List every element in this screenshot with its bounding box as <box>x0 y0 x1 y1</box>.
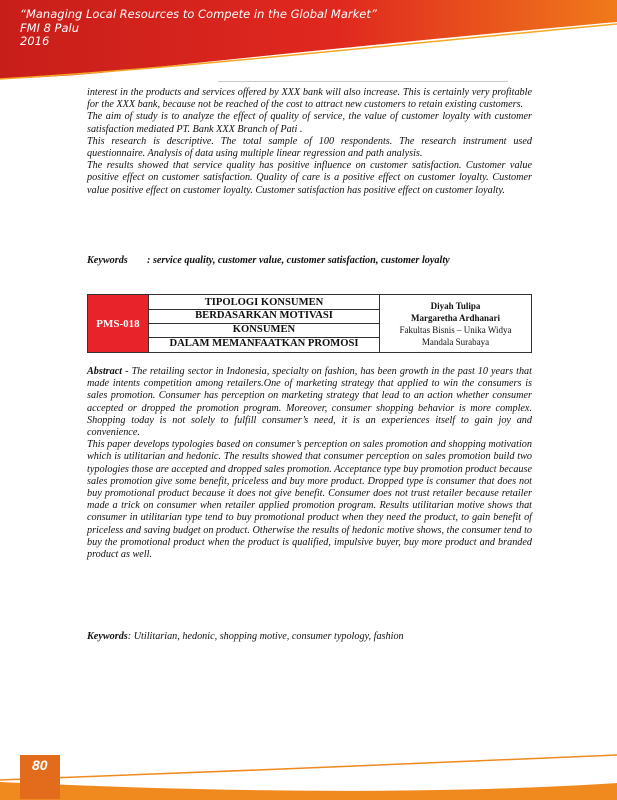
page-number: 80 <box>32 757 48 773</box>
previous-abstract-continuation <box>87 87 532 197</box>
author-name: Diyah Tulipa <box>430 300 481 311</box>
intro-paragraph: The results showed that service quality has positive influence on customer satisfaction. Customer value positive effect on customer satisfaction. Quality of care is a positive effect on customer loyalty. Customer value positive effect on customer loyalty. Customer satisfaction has positive effect on customer loyalty. <box>87 160 532 196</box>
conference-venue: FMI 8 Palu <box>20 20 80 35</box>
title-line: TIPOLOGI KONSUMEN <box>149 297 379 311</box>
author-affiliation: Mandala Surabaya <box>421 336 490 347</box>
top-divider <box>218 81 508 82</box>
author-name: Margaretha Ardhanari <box>410 312 501 323</box>
intro-paragraph: interest in the products and services offered by XXX bank will also increase. This is certainly very profitable for the XXX bank, because not be reached of the cost to attract new customers to retain existing customers. <box>87 87 532 111</box>
keywords-label: Keywords <box>87 255 128 266</box>
title-line: KONSUMEN <box>149 324 379 338</box>
keywords-text: : service quality, customer value, customer satisfaction, customer loyalty <box>147 255 450 266</box>
paper-authors <box>380 295 532 353</box>
keywords-line-2 <box>87 631 532 642</box>
intro-paragraph: This research is descriptive. The total sample of 100 respondents. The research instrument used questionnaire. Analysis of data using multiple linear regression and path analysis. <box>87 135 532 160</box>
author-affiliation: Fakultas Bisnis – Unika Widya <box>399 324 512 335</box>
title-line: BERDASARKAN MOTIVASI <box>149 310 379 324</box>
paper-info-table <box>87 294 532 353</box>
abstract-section <box>87 366 532 561</box>
conference-year: 2016 <box>20 34 50 48</box>
keywords-label: Keywords <box>87 631 128 642</box>
paper-title <box>149 295 380 353</box>
abstract-text: - The retailing sector in Indonesia, specialty on fashion, has been growth in the past 10 years that made intents competition among retailers.One of marketing strategy that applied to win the consumers is sales promotion. Consumer has perception on marketing strategy that lead to an action whether consumer accepted or dropped the promotion program. Moreover, consumer shopping behavior is more complex. Shopping today is not solely to fulfill consumer’s need, it is an experiences itself to gain joy and convenience. <box>87 366 532 439</box>
paper-code: PMS-018 <box>88 295 149 353</box>
abstract-paragraph: This paper develops typologies based on consumer’s perception on sales promotion and shopping motivation which is utilitarian and hedonic. The results showed that consumer perception on sales promotion build two typologies those are accepted and dropped sales promotion. Acceptance type buy promotion product because sales promotion give some benefit, priceless and buy more product. Dropped type is consumer that does not buy promotional product because it does not give benefit. Consumer does not trust retailer because retailer made a trick on consumer when retailer applied promotion program. Results utilitarian motive shows that consumer in utilitarian type tend to buy promotional product when they need the product, to gain benefit of priceless and saving budget on product. Otherwise the results of hedonic motive shows, the consumer tend to buy the promotional product when the product is qualified, impulsive buyer, buy more product and branded product as well. <box>87 439 532 561</box>
abstract-paragraph <box>87 366 532 439</box>
keywords-text: : Utilitarian, hedonic, shopping motive, consumer typology, fashion <box>127 631 404 642</box>
intro-paragraph: The aim of study is to analyze the effect of quality of service, the value of customer loyalty with customer satisfaction mediated PT. Bank XXX Branch of Pati . <box>87 111 532 135</box>
keywords-line-1 <box>87 255 532 266</box>
title-line: DALAM MEMANFAATKAN PROMOSI <box>169 337 359 349</box>
conference-title: “Managing Local Resources to Compete in the Global Market” <box>20 7 377 21</box>
footer-swoosh <box>0 735 617 800</box>
conference-header <box>20 8 377 49</box>
abstract-label: Abstract <box>87 366 123 377</box>
